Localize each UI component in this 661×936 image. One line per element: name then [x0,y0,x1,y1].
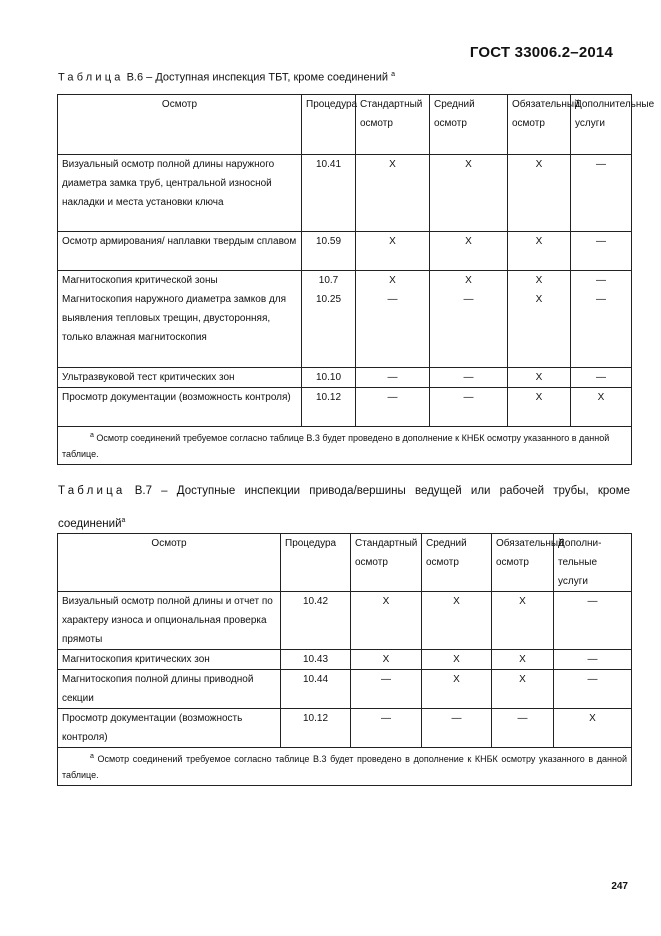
row-mandatory: X [492,670,554,709]
table-row [58,709,632,748]
table-b7 [57,533,632,786]
row-additional: — [571,232,632,271]
row-mandatory: — [492,709,554,748]
row-medium: — [430,387,508,426]
page-number: 247 [611,881,628,892]
table2-footnote [58,748,632,786]
row-standard: X [356,155,430,232]
row-procedure: 10.7 [302,271,356,291]
row-inspection: Визуальный осмотр полной длины и отчет по характеру износа и опциональная проверка прямоты [58,592,281,650]
row-additional: — [571,155,632,232]
table1-caption [58,66,395,87]
table2-header-standard: Стандартный осмотр [351,534,422,592]
row-procedure: 10.25 [302,290,356,367]
row-mandatory: X [508,155,571,232]
table-row [58,650,632,670]
table1-footnote [58,426,632,464]
row-additional: — [571,271,632,291]
table1-header-standard: Стандартный осмотр [356,95,430,155]
table-b6 [57,94,655,465]
row-additional: X [571,387,632,426]
table1-footnote-text: Осмотр соединений требуемое согласно таблице В.3 будет проведено в дополнение к КНБК осмотру указанного в данной таблице. [62,432,610,459]
table2-header-procedure: Процедура [281,534,351,592]
table1-footnote-row [58,426,632,464]
row-medium: X [422,650,492,670]
row-additional: — [571,367,632,387]
table-row [58,232,632,271]
row-standard: — [356,290,430,367]
row-additional: — [554,670,632,709]
table-row [58,290,632,367]
table2-header-medium: Средний осмотр [422,534,492,592]
row-medium: — [422,709,492,748]
table-row [58,592,632,650]
row-inspection: Ультразвуковой тест критических зон [58,367,302,387]
row-medium: X [422,670,492,709]
table1-header-osmotr: Осмотр [58,95,302,155]
table1-caption-sup: а [391,71,395,78]
row-inspection: Просмотр документации (возможность контроля) [58,387,302,426]
row-standard: — [356,367,430,387]
row-mandatory: X [508,367,571,387]
row-procedure: 10.42 [281,592,351,650]
row-medium: — [430,367,508,387]
row-inspection: Магнитоскопия критической зоны [58,271,302,291]
document-id: ГОСТ 33006.2–2014 [469,44,613,61]
row-mandatory: X [492,592,554,650]
table2-footnote-row [58,748,632,786]
row-mandatory: X [508,387,571,426]
row-additional: — [554,650,632,670]
table1-header-additional: Дополнительные услуги [571,95,632,155]
row-procedure: 10.12 [302,387,356,426]
table2-footnote-text: Осмотр соединений требуемое согласно таблице В.3 будет проведено в дополнение к КНБК осмотру указанного в данной таблице. [62,754,627,780]
table2-header-mandatory: Обязательный осмотр [492,534,554,592]
row-additional: — [554,592,632,650]
row-inspection: Визуальный осмотр полной длины наружного диаметра замка труб, центральной износной накладки и места установки ключа [58,155,302,232]
row-standard: X [351,650,422,670]
row-medium: X [430,232,508,271]
row-procedure: 10.43 [281,650,351,670]
table2-caption-sup: а [121,517,126,524]
row-additional: — [571,290,632,367]
row-inspection: Просмотр документации (возможность контроля) [58,709,281,748]
row-procedure: 10.59 [302,232,356,271]
row-inspection: Осмотр армирования/ наплавки твердым сплавом [58,232,302,271]
row-procedure: 10.12 [281,709,351,748]
table2-caption-text: В.7 – Доступные инспекции привода/вершины ведущей или рабочей трубы, кроме соединений [58,485,630,530]
row-standard: — [351,670,422,709]
table1-header-row [58,95,632,155]
row-mandatory: X [508,232,571,271]
row-standard: — [351,709,422,748]
table-row [58,670,632,709]
row-medium: X [430,155,508,232]
table1-header-procedure: Процедура [302,95,356,155]
table1-caption-text: В.6 – Доступная инспекция ТБТ, кроме соединений [126,71,388,84]
table1-caption-prefix: Таблица [58,71,124,84]
table2-header-row [58,534,632,592]
row-medium: X [422,592,492,650]
table2-header-osmotr: Осмотр [58,534,281,592]
row-inspection: Магнитоскопия полной длины приводной секции [58,670,281,709]
table-row [58,271,632,291]
row-mandatory: X [508,271,571,291]
table2-caption [58,477,630,539]
row-medium: X [430,271,508,291]
row-standard: — [356,387,430,426]
row-standard: X [351,592,422,650]
table-row [58,367,632,387]
row-inspection: Магнитоскопия критических зон [58,650,281,670]
row-inspection: Магнитоскопия наружного диаметра замков для выявления тепловых трещин, двусторонняя, только влажная магнитоскопия [58,290,302,367]
row-mandatory: X [508,290,571,367]
table1-header-mandatory: Обязательный осмотр [508,95,571,155]
table-row [58,387,632,426]
table1-footnote-mark: а [90,431,94,439]
row-standard: X [356,271,430,291]
row-procedure: 10.44 [281,670,351,709]
row-procedure: 10.41 [302,155,356,232]
table2-footnote-mark: а [90,753,94,760]
row-medium: — [430,290,508,367]
table-row [58,155,632,232]
table2-header-additional: Дополни-тельные услуги [554,534,632,592]
table1-header-medium: Средний осмотр [430,95,508,155]
table2-caption-prefix: Таблица [58,485,126,497]
row-procedure: 10.10 [302,367,356,387]
row-mandatory: X [492,650,554,670]
row-additional: X [554,709,632,748]
row-standard: X [356,232,430,271]
